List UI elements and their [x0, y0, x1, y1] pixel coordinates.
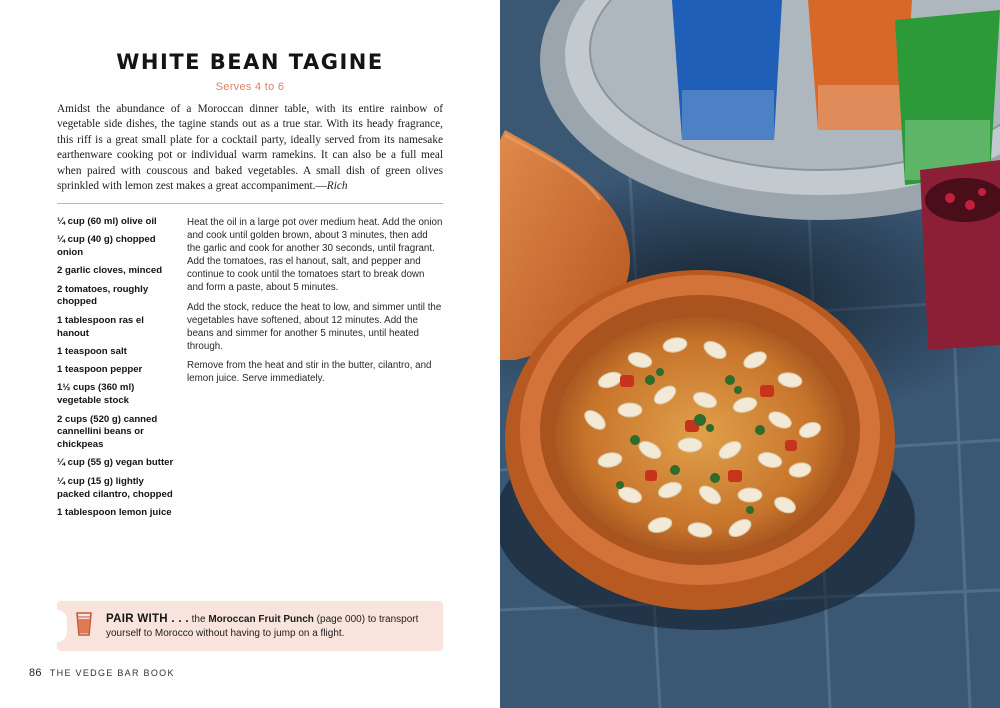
recipe-title: WHITE BEAN TAGINE [116, 50, 384, 74]
section-divider [57, 203, 443, 204]
pair-with-drink: Moroccan Fruit Punch [208, 614, 314, 625]
ingredient-item: ¼ cup (55 g) vegan butter [57, 457, 174, 469]
ingredient-list [57, 216, 175, 525]
cocktail-glass-icon [75, 611, 93, 637]
ingredient-item: 1 teaspoon pepper [57, 364, 143, 376]
pair-with-rest: (page 000) to transport yourself to Morocco without having to jump on a flight. [106, 614, 419, 639]
book-title: THE VEDGE BAR BOOK [49, 668, 175, 678]
method-steps [187, 216, 443, 391]
pair-with-label: PAIR WITH . . . [106, 613, 189, 625]
right-page [500, 0, 1000, 708]
ingredient-item: 1 tablespoon ras el hanout [57, 314, 144, 339]
ingredient-item: 1 tablespoon lemon juice [57, 506, 172, 518]
page-footer [29, 667, 175, 679]
intro-signature: Rich [326, 180, 348, 193]
intro-text: Amidst the abundance of a Moroccan dinner table, with its entire rainbow of vegetable side dishes, the tagine stands out as a true star. With its heady fragrance, this riff is a great small plate for a cocktail party, ideally served from its namesake earthenware cooking pot or individual warm ramekins. It can also be a full meal when paired with couscous and baked vegetables. A small dish of green olives sprinkled with lemon zest makes a great accompaniment.— [57, 103, 443, 193]
ingredient-item: ¼ cup (15 g) lightly packed cilantro, chopped [57, 475, 173, 500]
serves-line: Serves 4 to 6 [215, 81, 285, 93]
ingredient-item: 2 garlic cloves, minced [57, 265, 163, 277]
pair-with-lead: the [188, 614, 209, 625]
method-step: Add the stock, reduce the heat to low, and simmer until the vegetables have softened, about 12 minutes. Add the beans and simmer for another 5 minutes, until heated through. [187, 301, 442, 352]
tagine-photo [500, 0, 1000, 708]
ingredient-item: 2 tomatoes, roughly chopped [57, 283, 149, 308]
page-number: 86 [29, 667, 42, 679]
ingredient-item: 1½ cups (360 ml) vegetable stock [57, 382, 135, 407]
method-step: Heat the oil in a large pot over medium heat. Add the onion and cook until golden brown, about 3 minutes, then add the garlic and cook for another 30 seconds, until fragrant. Add the tomatoes, ras el hanout, salt, and pepper and continue to cook until the tomatoes start to break down and form a paste, about 5 minutes. [187, 217, 443, 294]
ingredient-item: ¼ cup (60 ml) olive oil [57, 216, 157, 227]
recipe-intro [57, 102, 443, 194]
pair-with-text [106, 612, 436, 641]
ingredient-item: 2 cups (520 g) canned cannellini beans or chickpeas [57, 413, 158, 451]
callout-notch [57, 610, 67, 642]
ingredient-item: ¼ cup (40 g) chopped onion [57, 234, 156, 259]
ingredient-item: 1 teaspoon salt [57, 345, 127, 357]
method-step: Remove from the heat and stir in the butter, cilantro, and lemon juice. Serve immediately. [187, 359, 432, 385]
